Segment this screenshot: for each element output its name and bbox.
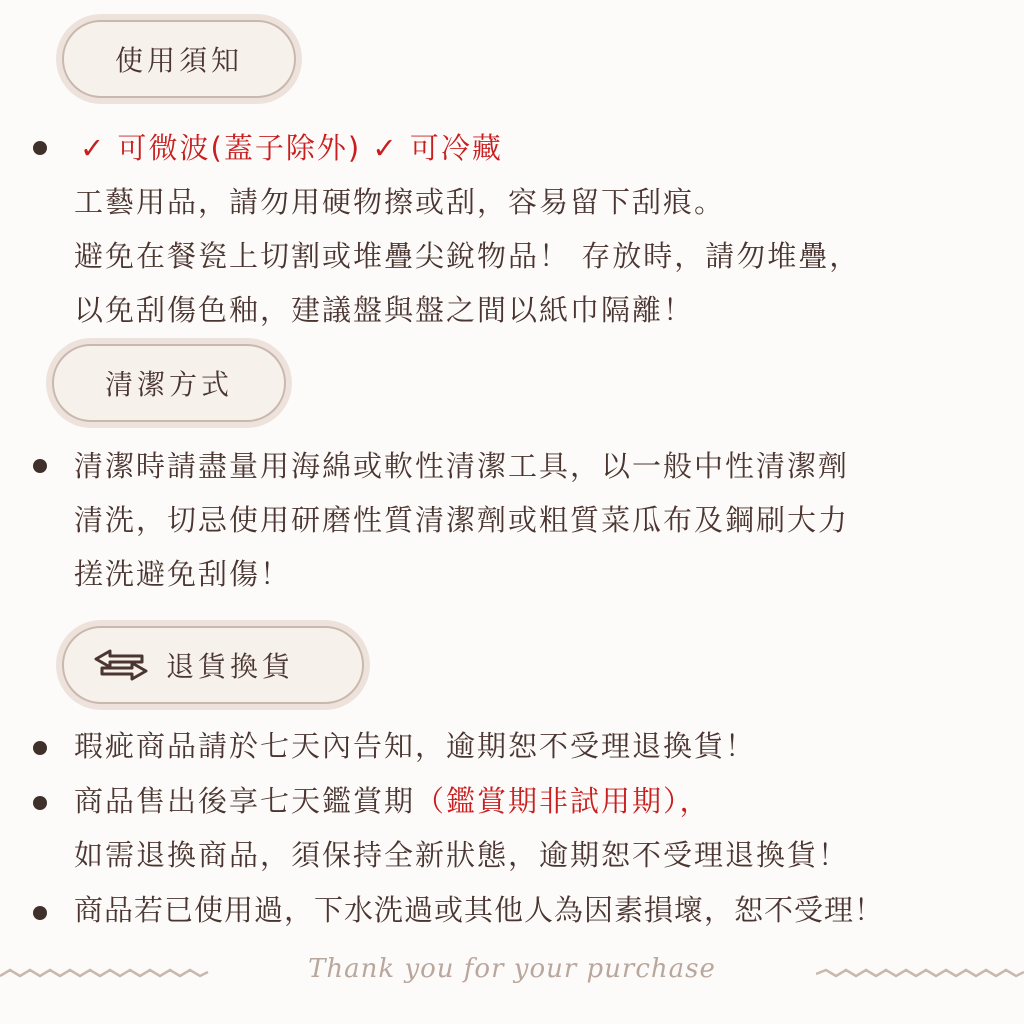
returns-line: 如需退換商品，須保持全新狀態，逾期恕不受理退換貨！ bbox=[74, 838, 850, 872]
appreciation-text: 商品售出後享七天鑑賞期 bbox=[74, 784, 416, 818]
usage-line: 避免在餐瓷上切割或堆疊尖銳物品！ 存放時，請勿堆疊， bbox=[74, 239, 861, 273]
check-mark-icon: ✓ bbox=[80, 131, 107, 165]
returns-title-pill bbox=[56, 620, 370, 710]
usage-bullet bbox=[33, 141, 47, 155]
returns-title: 退貨換貨 bbox=[166, 650, 295, 683]
appreciation-note: （鑑賞期非試用期）， bbox=[415, 784, 711, 818]
returns-bullet bbox=[33, 796, 47, 810]
fridge-note: 可冷藏 bbox=[409, 131, 503, 165]
microwave-note: 可微波(蓋子除外) bbox=[117, 131, 362, 165]
returns-line: 商品若已使用過，下水洗過或其他人為因素損壞，恕不受理！ bbox=[74, 893, 885, 927]
cleaning-title: 清潔方式 bbox=[52, 344, 286, 422]
exchange-arrows-icon bbox=[92, 645, 150, 685]
returns-line-appreciation bbox=[74, 781, 711, 821]
thank-you-text: Thank you for your purchase bbox=[308, 954, 716, 984]
cleaning-line: 搓洗避免刮傷！ bbox=[74, 557, 292, 591]
cleaning-line: 清潔時請盡量用海綿或軟性清潔工具，以一般中性清潔劑 bbox=[74, 449, 850, 483]
returns-title-box bbox=[62, 626, 364, 704]
usage-title-pill bbox=[56, 14, 302, 104]
microwave-fridge-line bbox=[80, 128, 503, 168]
wave-divider-right bbox=[816, 964, 1024, 984]
cleaning-title-pill bbox=[46, 338, 292, 428]
returns-line: 瑕疵商品請於七天內告知，逾期恕不受理退換貨！ bbox=[74, 729, 757, 763]
cleaning-bullet bbox=[33, 459, 47, 473]
usage-line: 工藝用品，請勿用硬物擦或刮，容易留下刮痕。 bbox=[74, 185, 726, 219]
usage-line: 以免刮傷色釉，建議盤與盤之間以紙巾隔離！ bbox=[74, 293, 695, 327]
returns-bullet bbox=[33, 906, 47, 920]
usage-title: 使用須知 bbox=[62, 20, 296, 98]
check-mark-icon: ✓ bbox=[372, 131, 399, 165]
cleaning-line: 清洗，切忌使用研磨性質清潔劑或粗質菜瓜布及鋼刷大力 bbox=[74, 503, 850, 537]
returns-bullet bbox=[33, 741, 47, 755]
